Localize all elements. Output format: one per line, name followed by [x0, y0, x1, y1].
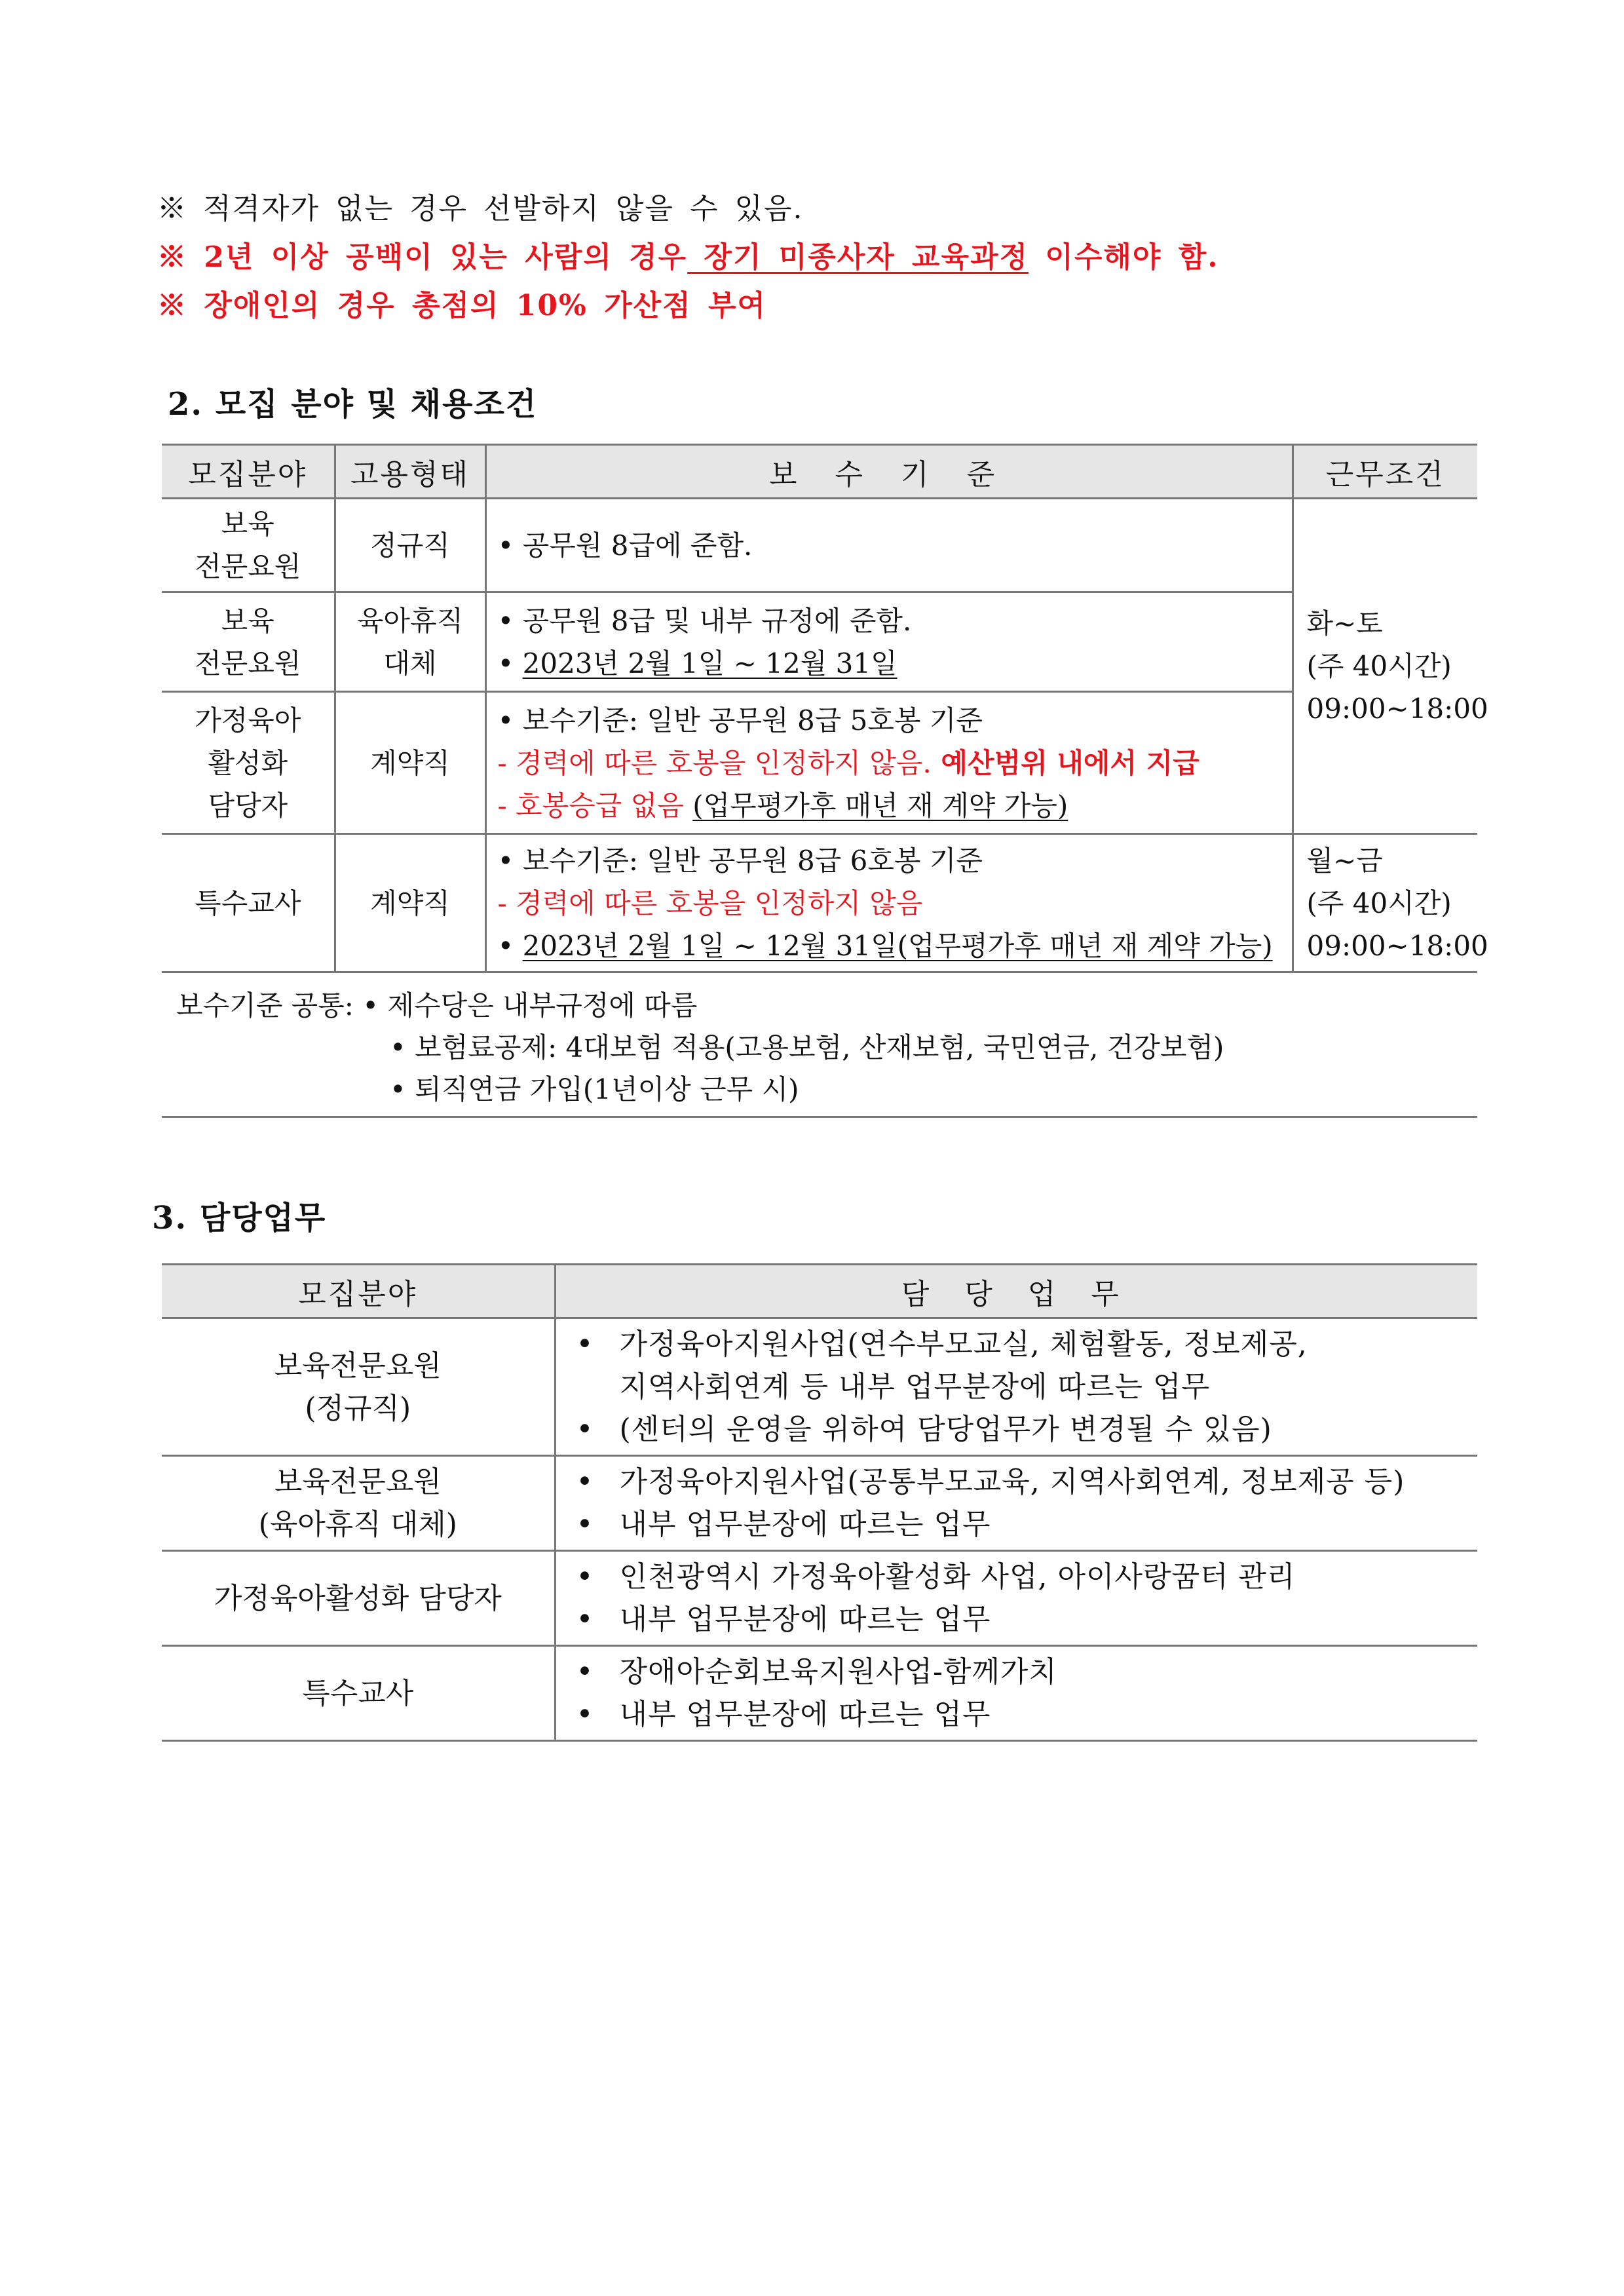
- duties-table: [162, 1263, 1477, 1742]
- header-conditions: 근무조건: [1293, 445, 1477, 499]
- cell-duties: [555, 1646, 1477, 1741]
- pay-period: 2023년 2월 1일 ~ 12월 31일(업무평가후 매년 재 계약 가능): [522, 929, 1273, 962]
- cell-field: [162, 1646, 555, 1741]
- field-line: 특수교사: [195, 887, 301, 919]
- cell-duties: [555, 1551, 1477, 1646]
- pay-item: • 보수기준: 일반 공무원 8급 5호봉 기준: [497, 704, 983, 737]
- note-2-suffix: 이수해야 함.: [1029, 240, 1219, 274]
- duty-text: 인천광역시 가정육아활성화 사업, 아이사랑꿈터 관리: [619, 1560, 1296, 1594]
- bullet: •: [576, 1328, 594, 1361]
- bullet: •: [497, 929, 523, 962]
- table-row: [162, 1456, 1477, 1551]
- cell-duties: [555, 1456, 1477, 1551]
- duty-text: 내부 업무분장에 따르는 업무: [619, 1508, 991, 1541]
- pay-item: [487, 742, 1291, 784]
- pay-period: 2023년 2월 1일 ~ 12월 31일: [522, 647, 897, 679]
- duty-text: 가정육아지원사업(공통부모교육, 지역사회연계, 정보제공 등): [619, 1465, 1405, 1499]
- condition-line: 월~금: [1306, 844, 1383, 877]
- duty-item: [557, 1461, 1477, 1503]
- pay-item: • 보수기준: 일반 공무원 8급 6호봉 기준: [497, 844, 983, 877]
- table-header-row: [162, 445, 1477, 499]
- section-3-heading: 3. 담당업무: [152, 1200, 327, 1236]
- cell-type: [335, 834, 485, 972]
- type-line: 정규직: [370, 529, 450, 562]
- cell-duties: [555, 1318, 1477, 1456]
- table-header-row: [162, 1265, 1477, 1318]
- field-line: 가정육아활성화 담당자: [214, 1581, 502, 1615]
- cell-field: [162, 1318, 555, 1456]
- cell-type: [335, 692, 485, 834]
- bullet: •: [576, 1603, 594, 1636]
- type-line: 대체: [383, 647, 437, 679]
- duty-item: [557, 1366, 1477, 1408]
- duty-text: (센터의 운영을 위하여 담당업무가 변경될 수 있음): [619, 1413, 1272, 1446]
- note-2-underlined: 장기 미종사자 교육과정: [687, 240, 1029, 274]
- cell-pay: [485, 834, 1293, 972]
- cell-field: [162, 1456, 555, 1551]
- pay-note-underlined: (업무평가후 매년 재 계약 가능): [692, 789, 1068, 822]
- pay-item: [487, 642, 1291, 685]
- note-3: ※ 장애인의 경우 총점의 10% 가산점 부여: [157, 289, 767, 322]
- duty-item: [557, 1323, 1477, 1366]
- pay-common-item: • 퇴직연금 가입(1년이상 근무 시): [390, 1073, 799, 1105]
- cell-type: [335, 499, 485, 592]
- pay-common-label: [176, 984, 697, 1024]
- field-line: 전문요원: [195, 647, 301, 679]
- field-line: 특수교사: [302, 1676, 414, 1710]
- duty-item: [557, 1598, 1477, 1641]
- bullet: •: [576, 1465, 594, 1499]
- duty-text: 지역사회연계 등 내부 업무분장에 따르는 업무: [619, 1370, 1211, 1404]
- field-line: 보육: [221, 604, 274, 637]
- bullet: •: [576, 1413, 594, 1446]
- pay-note-red-bold: 예산범위 내에서 지급: [931, 746, 1199, 779]
- cell-type: [335, 592, 485, 692]
- field-line: 전문요원: [195, 550, 301, 583]
- condition-line: (주 40시간): [1306, 650, 1452, 682]
- field-line: (정규직): [305, 1391, 411, 1425]
- cell-pay: [485, 499, 1293, 592]
- bullet: •: [497, 647, 523, 679]
- cell-conditions-1: [1293, 499, 1488, 834]
- note-2-prefix: ※ 2년 이상 공백이 있는 사람의 경우: [157, 240, 688, 274]
- cell-pay: [485, 692, 1293, 834]
- table-row: [162, 834, 1477, 972]
- cell-field: [162, 692, 335, 834]
- field-line: 보육전문요원: [274, 1349, 442, 1383]
- pay-common-block: [162, 976, 1477, 1118]
- header-pay: 보 수 기 준: [485, 445, 1293, 499]
- field-line: 활성화: [208, 746, 288, 779]
- pay-note-red: - 호봉승급 없음: [497, 789, 684, 822]
- header-field: 모집분야: [162, 1265, 555, 1318]
- header-type: 고용형태: [335, 445, 485, 499]
- table-row: [162, 692, 1477, 834]
- duty-item: [557, 1693, 1477, 1736]
- cell-field: [162, 834, 335, 972]
- type-line: 계약직: [370, 746, 450, 779]
- field-line: 가정육아: [195, 704, 301, 737]
- duty-item: [557, 1556, 1477, 1598]
- recruitment-table: [162, 444, 1488, 973]
- cell-field: [162, 499, 335, 592]
- field-line: (육아휴직 대체): [258, 1508, 457, 1541]
- pay-common-label-text: 보수기준 공통:: [176, 989, 354, 1022]
- note-2: [157, 233, 1467, 282]
- condition-line: 화~토: [1306, 607, 1383, 640]
- bullet: •: [576, 1698, 594, 1731]
- pay-item: • 공무원 8급에 준함.: [497, 529, 753, 562]
- pay-note-red: - 경력에 따른 호봉을 인정하지 않음.: [497, 746, 932, 779]
- cell-conditions-2: [1293, 834, 1488, 972]
- table-row: [162, 1318, 1477, 1456]
- condition-line: (주 40시간): [1306, 887, 1452, 919]
- cell-field: [162, 1551, 555, 1646]
- note-1: ※ 적격자가 없는 경우 선발하지 않을 수 있음.: [157, 192, 804, 225]
- header-duties: 담 당 업 무: [555, 1265, 1477, 1318]
- pay-item: [487, 925, 1291, 967]
- duty-item: [557, 1503, 1477, 1546]
- duty-text: 내부 업무분장에 따르는 업무: [619, 1698, 991, 1731]
- duty-text: 가정육아지원사업(연수부모교실, 체험활동, 정보제공,: [619, 1328, 1308, 1361]
- table-row: [162, 499, 1477, 592]
- pay-item: • 공무원 8급 및 내부 규정에 준함.: [497, 604, 912, 637]
- field-line: 담당자: [208, 789, 288, 822]
- bullet: •: [576, 1560, 594, 1594]
- type-line: 계약직: [370, 887, 450, 919]
- condition-line: 09:00~18:00: [1306, 693, 1488, 725]
- pay-common-item: • 보험료공제: 4대보험 적용(고용보험, 산재보험, 국민연금, 건강보험): [390, 1031, 1224, 1063]
- duty-text: 내부 업무분장에 따르는 업무: [619, 1603, 991, 1636]
- field-line: 보육전문요원: [274, 1465, 442, 1499]
- table-row: [162, 592, 1477, 692]
- cell-pay: [485, 592, 1293, 692]
- section-2-heading: 2. 모집 분야 및 채용조건: [168, 386, 538, 423]
- table-row: [162, 1646, 1477, 1741]
- duty-item: [557, 1408, 1477, 1451]
- pay-common-item: • 제수당은 내부규정에 따름: [362, 989, 698, 1022]
- bullet: •: [576, 1508, 594, 1541]
- bullet: •: [576, 1655, 594, 1689]
- type-line: 육아휴직: [356, 604, 464, 637]
- pay-item: [487, 784, 1291, 827]
- table-row: [162, 1551, 1477, 1646]
- header-field: 모집분야: [162, 445, 335, 499]
- condition-line: 09:00~18:00: [1306, 929, 1488, 962]
- notes-block: [157, 185, 1467, 330]
- duty-item: [557, 1651, 1477, 1693]
- pay-note-red: - 경력에 따른 호봉을 인정하지 않음: [497, 887, 923, 919]
- duty-text: 장애아순회보육지원사업-함께가치: [619, 1655, 1057, 1689]
- cell-field: [162, 592, 335, 692]
- field-line: 보육: [221, 508, 274, 540]
